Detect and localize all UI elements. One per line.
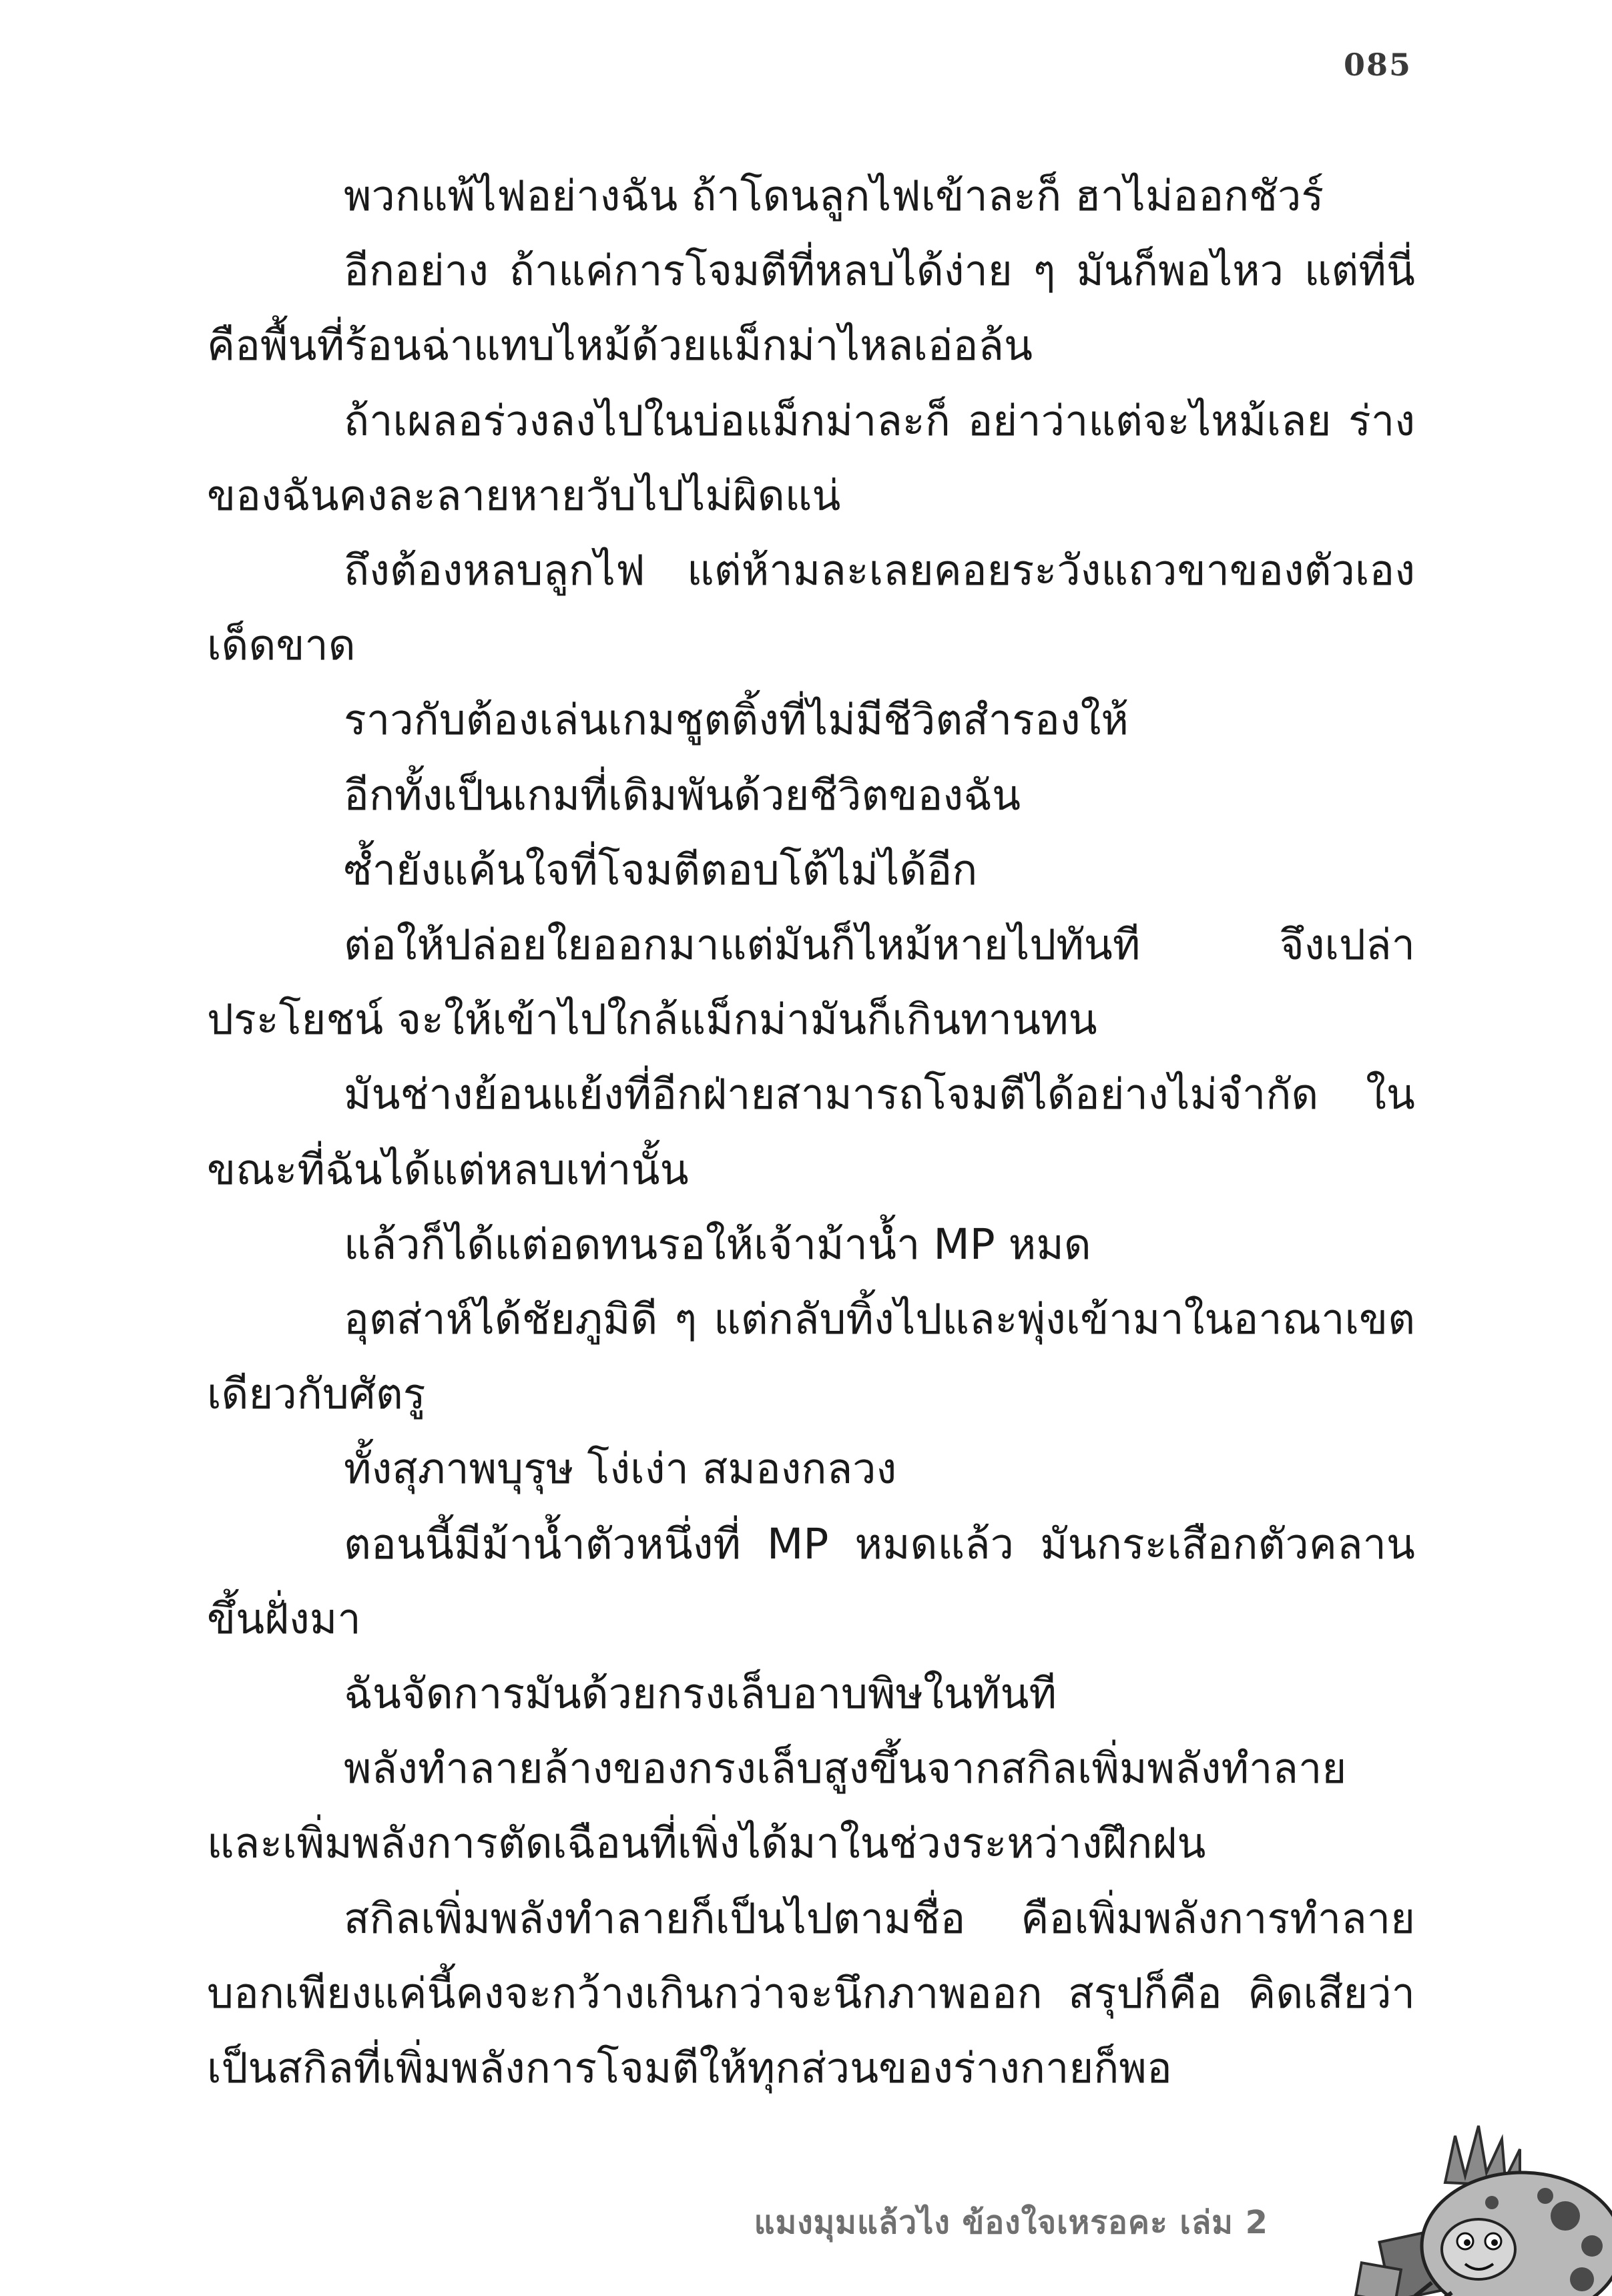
paragraph: ราวกับต้องเล่นเกมชูตติ้งที่ไม่มีชีวิตสำรองให้ xyxy=(344,695,1129,745)
paragraph: แล้วก็ได้แต่อดทนรอให้เจ้าม้าน้ำ MP หมด xyxy=(344,1219,1091,1269)
footer-book-title: แมงมุมแล้วไง ข้องใจเหรอคะ เล่ม 2 xyxy=(754,2204,1268,2241)
paragraph: ซ้ำยังแค้นใจที่โจมตีตอบโต้ไม่ได้อีก xyxy=(344,845,978,894)
paragraph: พลังทำลายล้างของกรงเล็บสูงขึ้นจากสกิลเพิ่มพลังทำลายและเพิ่มพลังการตัดเฉือนที่เพิ่งได้มาในช่วงระหว่างฝึกฝน xyxy=(207,1744,1347,1868)
paragraph: ถึงต้องหลบลูกไฟ แต่ห้ามละเลยคอยระวังแถวขาของตัวเองเด็ดขาด xyxy=(207,546,1415,670)
paragraph: พวกแพ้ไฟอย่างฉัน ถ้าโดนลูกไฟเข้าละก็ ฮาไม่ออกชัวร์ xyxy=(344,172,1324,220)
paragraph: มันช่างย้อนแย้งที่อีกฝ่ายสามารถโจมตีได้อย่างไม่จำกัด ในขณะที่ฉันได้แต่หลบเท่านั้น xyxy=(207,1070,1415,1194)
page-number: 085 xyxy=(1343,47,1412,83)
paragraph: ต่อให้ปล่อยใยออกมาแต่มันก็ไหม้หายไปทันที จึงเปล่าประโยชน์ จะให้เข้าไปใกล้แม็กม่ามันก็เกินทานทน xyxy=(207,920,1415,1045)
paragraph: ทั้งสุภาพบุรุษ โง่เง่า สมองกลวง xyxy=(344,1444,897,1494)
paragraph: ถ้าเผลอร่วงลงไปในบ่อแม็กม่าละก็ อย่าว่าแต่จะไหม้เลย ร่างของฉันคงละลายหายวับไปไม่ผิดแน่ xyxy=(207,396,1415,520)
spider-monster-mascot-icon xyxy=(1345,2122,1612,2296)
paragraph: อุตส่าห์ได้ชัยภูมิดี ๆ แต่กลับทิ้งไปและพุ่งเข้ามาในอาณาเขตเดียวกับศัตรู xyxy=(207,1295,1415,1419)
paragraph: ตอนนี้มีม้าน้ำตัวหนึ่งที่ MP หมดแล้ว มันกระเสือกตัวคลานขึ้นฝั่งมา xyxy=(207,1519,1415,1643)
paragraph: อีกทั้งเป็นเกมที่เดิมพันด้วยชีวิตของฉัน xyxy=(344,770,1021,820)
paragraph: สกิลเพิ่มพลังทำลายก็เป็นไปตามชื่อ คือเพิ่มพลังการทำลาย บอกเพียงแค่นี้คงจะกว้างเกินกว่าจะนึกภาพออก สรุปก็คือ คิดเสียว่าเป็นสกิลที่เพิ่มพลังการโจมตีให้ทุกส่วนของร่างกายก็พอ xyxy=(207,1894,1415,2093)
paragraph: ฉันจัดการมันด้วยกรงเล็บอาบพิษในทันที xyxy=(344,1669,1057,1719)
body-text xyxy=(207,159,1415,2106)
paragraph: อีกอย่าง ถ้าแค่การโจมตีที่หลบได้ง่าย ๆ มันก็พอไหว แต่ที่นี่คือพื้นที่ร้อนฉ่าแทบไหม้ด้วยแม็กม่าไหลเอ่อล้น xyxy=(207,246,1415,370)
